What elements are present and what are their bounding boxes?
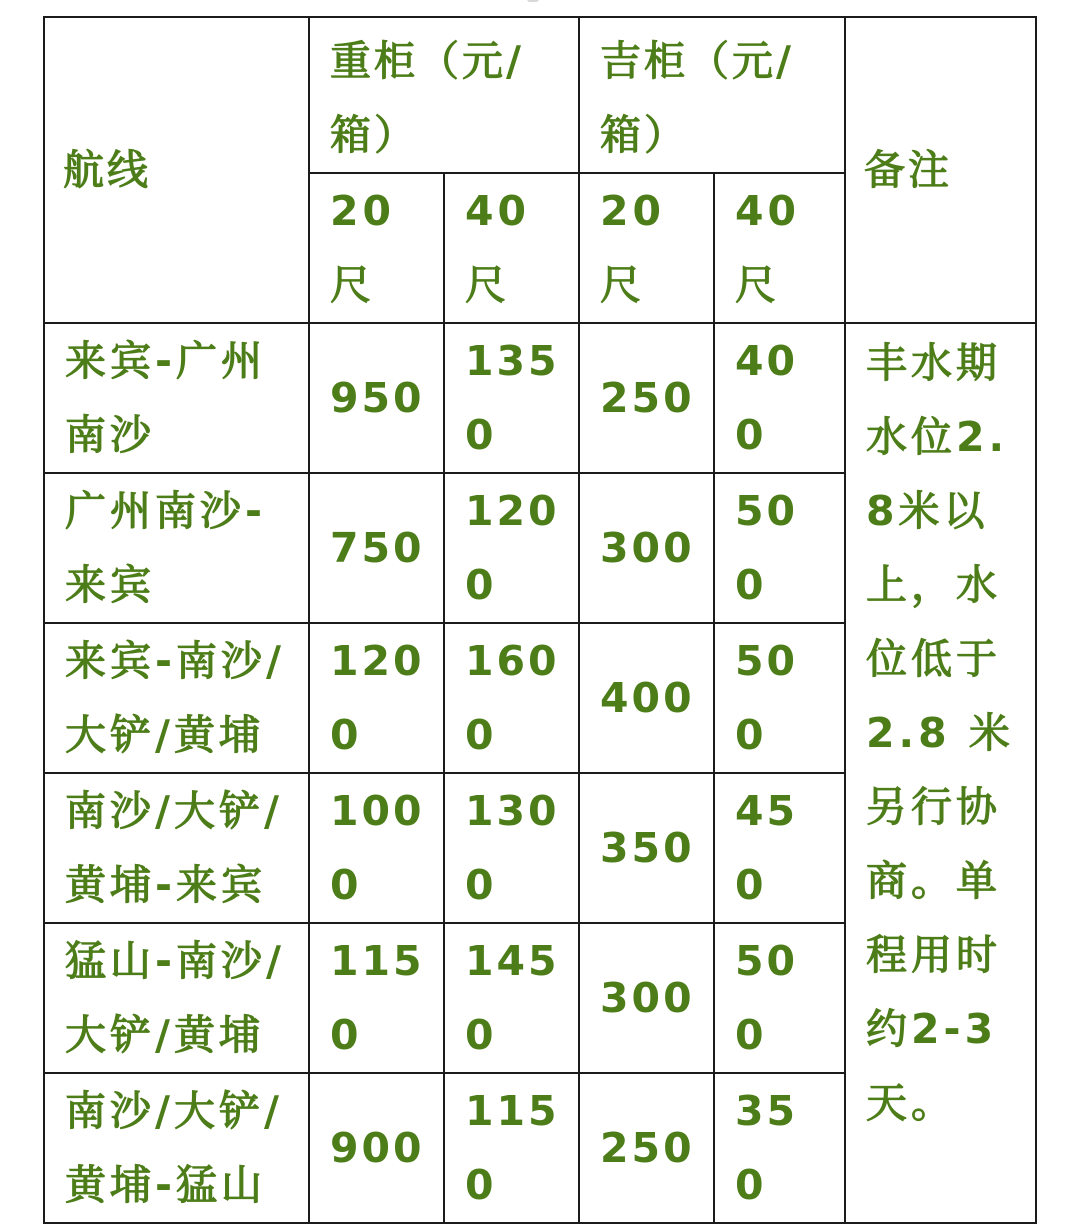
route-cell: 来宾-南沙/大铲/黄埔 xyxy=(44,623,309,773)
header-empty-40ft: 40尺 xyxy=(714,173,845,323)
heavy-40ft-cell: 1350 xyxy=(444,323,579,473)
empty-40ft-cell: 500 xyxy=(714,623,845,773)
heavy-40ft-cell: 1600 xyxy=(444,623,579,773)
heavy-40ft-cell: 1200 xyxy=(444,473,579,623)
route-cell: 广州南沙-来宾 xyxy=(44,473,309,623)
empty-40ft-cell: 450 xyxy=(714,773,845,923)
heavy-20ft-cell: 1200 xyxy=(309,623,444,773)
empty-40ft-cell: 400 xyxy=(714,323,845,473)
header-heavy-20ft: 20尺 xyxy=(309,173,444,323)
header-heavy-container: 重柜（元/箱） xyxy=(309,17,579,173)
table-row xyxy=(44,323,1036,473)
heavy-20ft-cell: 950 xyxy=(309,323,444,473)
empty-20ft-cell: 250 xyxy=(579,323,714,473)
empty-20ft-cell: 250 xyxy=(579,1073,714,1223)
route-cell: 猛山-南沙/大铲/黄埔 xyxy=(44,923,309,1073)
heavy-20ft-cell: 1150 xyxy=(309,923,444,1073)
empty-40ft-cell: 500 xyxy=(714,473,845,623)
empty-20ft-cell: 300 xyxy=(579,473,714,623)
route-cell: 来宾-广州南沙 xyxy=(44,323,309,473)
empty-40ft-cell: 350 xyxy=(714,1073,845,1223)
empty-40ft-cell: 500 xyxy=(714,923,845,1073)
heavy-40ft-cell: 1300 xyxy=(444,773,579,923)
empty-20ft-cell: 300 xyxy=(579,923,714,1073)
heavy-20ft-cell: 1000 xyxy=(309,773,444,923)
freight-rate-table xyxy=(43,16,1037,1224)
header-route: 航线 xyxy=(44,17,309,323)
route-cell: 南沙/大铲/黄埔-来宾 xyxy=(44,773,309,923)
empty-20ft-cell: 400 xyxy=(579,623,714,773)
header-row-groups xyxy=(44,17,1036,173)
heavy-20ft-cell: 900 xyxy=(309,1073,444,1223)
header-empty-container: 吉柜（元/箱） xyxy=(579,17,845,173)
header-empty-20ft: 20尺 xyxy=(579,173,714,323)
header-note: 备注 xyxy=(845,17,1036,323)
route-cell: 南沙/大铲/黄埔-猛山 xyxy=(44,1073,309,1223)
heavy-20ft-cell: 750 xyxy=(309,473,444,623)
top-edge-mark xyxy=(527,0,539,2)
heavy-40ft-cell: 1150 xyxy=(444,1073,579,1223)
header-heavy-40ft: 40尺 xyxy=(444,173,579,323)
heavy-40ft-cell: 1450 xyxy=(444,923,579,1073)
empty-20ft-cell: 350 xyxy=(579,773,714,923)
note-cell: 丰水期水位2.8米以上，水位低于2.8 米另行协商。单程用时约2-3天。 xyxy=(845,323,1036,1223)
